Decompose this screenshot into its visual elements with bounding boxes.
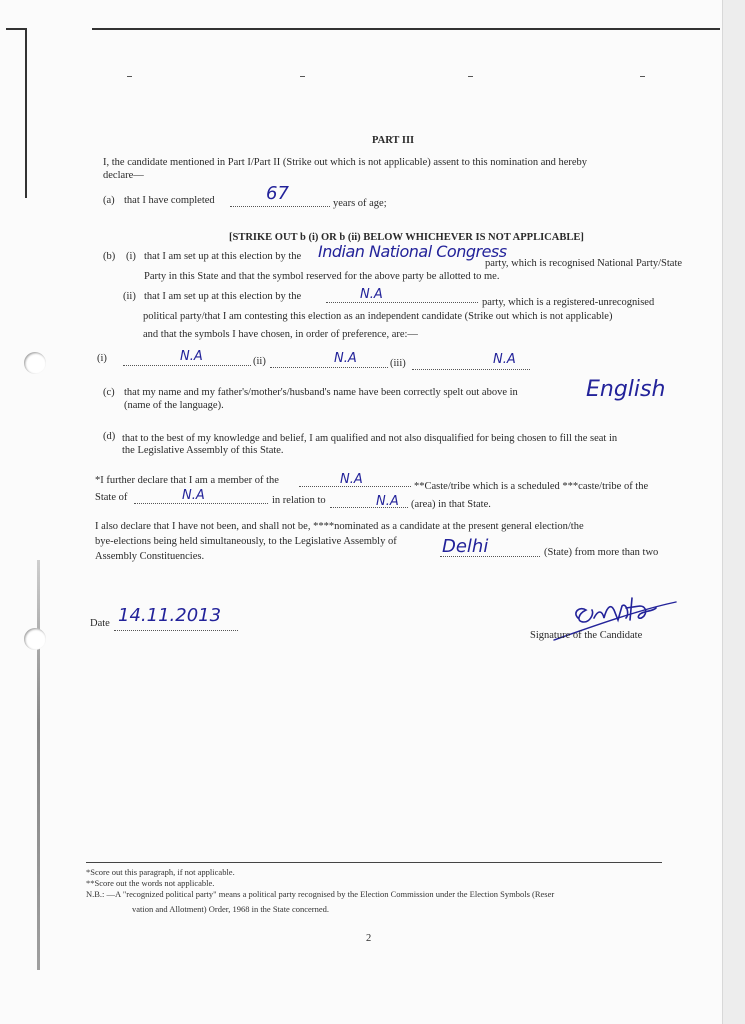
symbol-iii-dotted-line [412,369,530,370]
symbol-ii-dotted-line [270,367,388,368]
dash-mark [640,76,645,77]
symbol-ii-label: (ii) [253,356,266,367]
item-c-label: (c) [103,387,115,398]
not-nominated-line1: I also declare that I have not been, and shall not be, ****nominated as a candidate at the present general election/the [95,521,584,532]
item-b-label: (b) [103,251,116,262]
item-b-ii-label: (ii) [123,291,136,302]
top-rule [92,28,720,30]
item-a-label: (a) [103,195,115,206]
item-b-i-line1b: party, which is recognised National Party/State [485,258,683,269]
item-b-ii-line1a: that I am set up at this election by the [144,291,302,302]
symbol-iii-label: (iii) [390,358,406,369]
item-b-ii-line2: political party/that I am contesting this election as an independent candidate (Strike out which is not applicable) [143,311,613,322]
punch-hole [24,352,46,374]
member-line1a: *I further declare that I am a member of the [95,475,279,486]
date-label: Date [90,618,110,629]
symbol-i-label: (i) [97,353,107,364]
item-b-ii-line1b: party, which is a registered-unrecognised [482,297,655,308]
footnote-2: **Score out the words not applicable. [86,878,215,888]
language-handwritten: English [586,377,666,402]
footnote-rule [86,862,662,863]
part-heading: PART III [372,135,415,146]
page-number: 2 [366,933,372,944]
footnote-4: vation and Allotment) Order, 1968 in the State concerned. [132,904,329,914]
binding-shadow [37,560,40,970]
strike-instruction: [STRIKE OUT b (i) OR b (ii) BELOW WHICHEVER IS NOT APPLICABLE] [229,232,584,243]
caste-handwritten: N.A [340,472,363,487]
intro-line-1: I, the candidate mentioned in Part I/Part II (Strike out which is not applicable) assent to this nomination and hereby [103,157,588,168]
date-dotted-line [114,630,238,631]
not-nominated-line2a: bye-elections being held simultaneously, to the Legislative Assembly of [95,536,397,547]
member-line2c: (area) in that State. [411,499,491,510]
item-d-label: (d) [103,431,116,442]
symbol-ii-handwritten: N.A [334,351,357,366]
item-b-i-line2: Party in this State and that the symbol reserved for the above party be allotted to me. [144,271,500,282]
party-ii-dotted-line [326,302,478,303]
party-handwritten: Indian National Congress [318,242,507,261]
intro-line-2: declare— [103,170,144,181]
not-nominated-line2b: (State) from more than two [544,547,659,558]
item-a-suffix: years of age; [333,198,387,209]
assembly-state-handwritten: Delhi [442,536,489,557]
age-handwritten: 67 [266,183,289,204]
punch-hole [24,628,46,650]
area-handwritten: N.A [376,494,399,509]
symbol-i-dotted-line [123,365,251,366]
symbol-iii-handwritten: N.A [493,352,516,367]
dash-mark [127,76,132,77]
item-c-line1: that my name and my father's/mother's/husband's name have been correctly spelt out above in [124,387,518,398]
state-dotted-line [134,503,268,504]
signature-label: Signature of the Candidate [530,630,643,641]
item-b-ii-line3: and that the symbols I have chosen, in order of preference, are:— [143,329,418,340]
item-d-line2: the Legislative Assembly of this State. [122,445,284,456]
item-d-line1: that to the best of my knowledge and belief, I am qualified and not also disqualified for being chosen to fill the seat in [122,433,618,444]
party-ii-handwritten: N.A [360,287,383,302]
item-b-i-label: (i) [126,251,136,262]
binding-mark-vertical [25,28,27,198]
footnote-3: N.B.: —A "recognized political party" means a political party recognised by the Election Commission under the Election Symbols (Reser [86,889,555,899]
age-dotted-line [230,206,330,207]
item-a-text: that I have completed [124,195,215,206]
not-nominated-line3: Assembly Constituencies. [95,551,205,562]
item-b-i-line1a: that I am set up at this election by the [144,251,302,262]
date-handwritten: 14.11.2013 [118,605,222,626]
footnote-1: *Score out this paragraph, if not applicable. [86,867,235,877]
dash-mark [300,76,305,77]
dash-mark [468,76,473,77]
item-c-line2: (name of the language). [124,400,224,411]
member-line1b: **Caste/tribe which is a scheduled ***caste/tribe of the [414,481,649,492]
state-handwritten: N.A [182,488,205,503]
member-line2b: in relation to [272,495,326,506]
binding-mark [6,28,26,30]
next-page-edge [722,0,745,1024]
symbol-i-handwritten: N.A [180,349,203,364]
member-line2a: State of [95,492,128,503]
